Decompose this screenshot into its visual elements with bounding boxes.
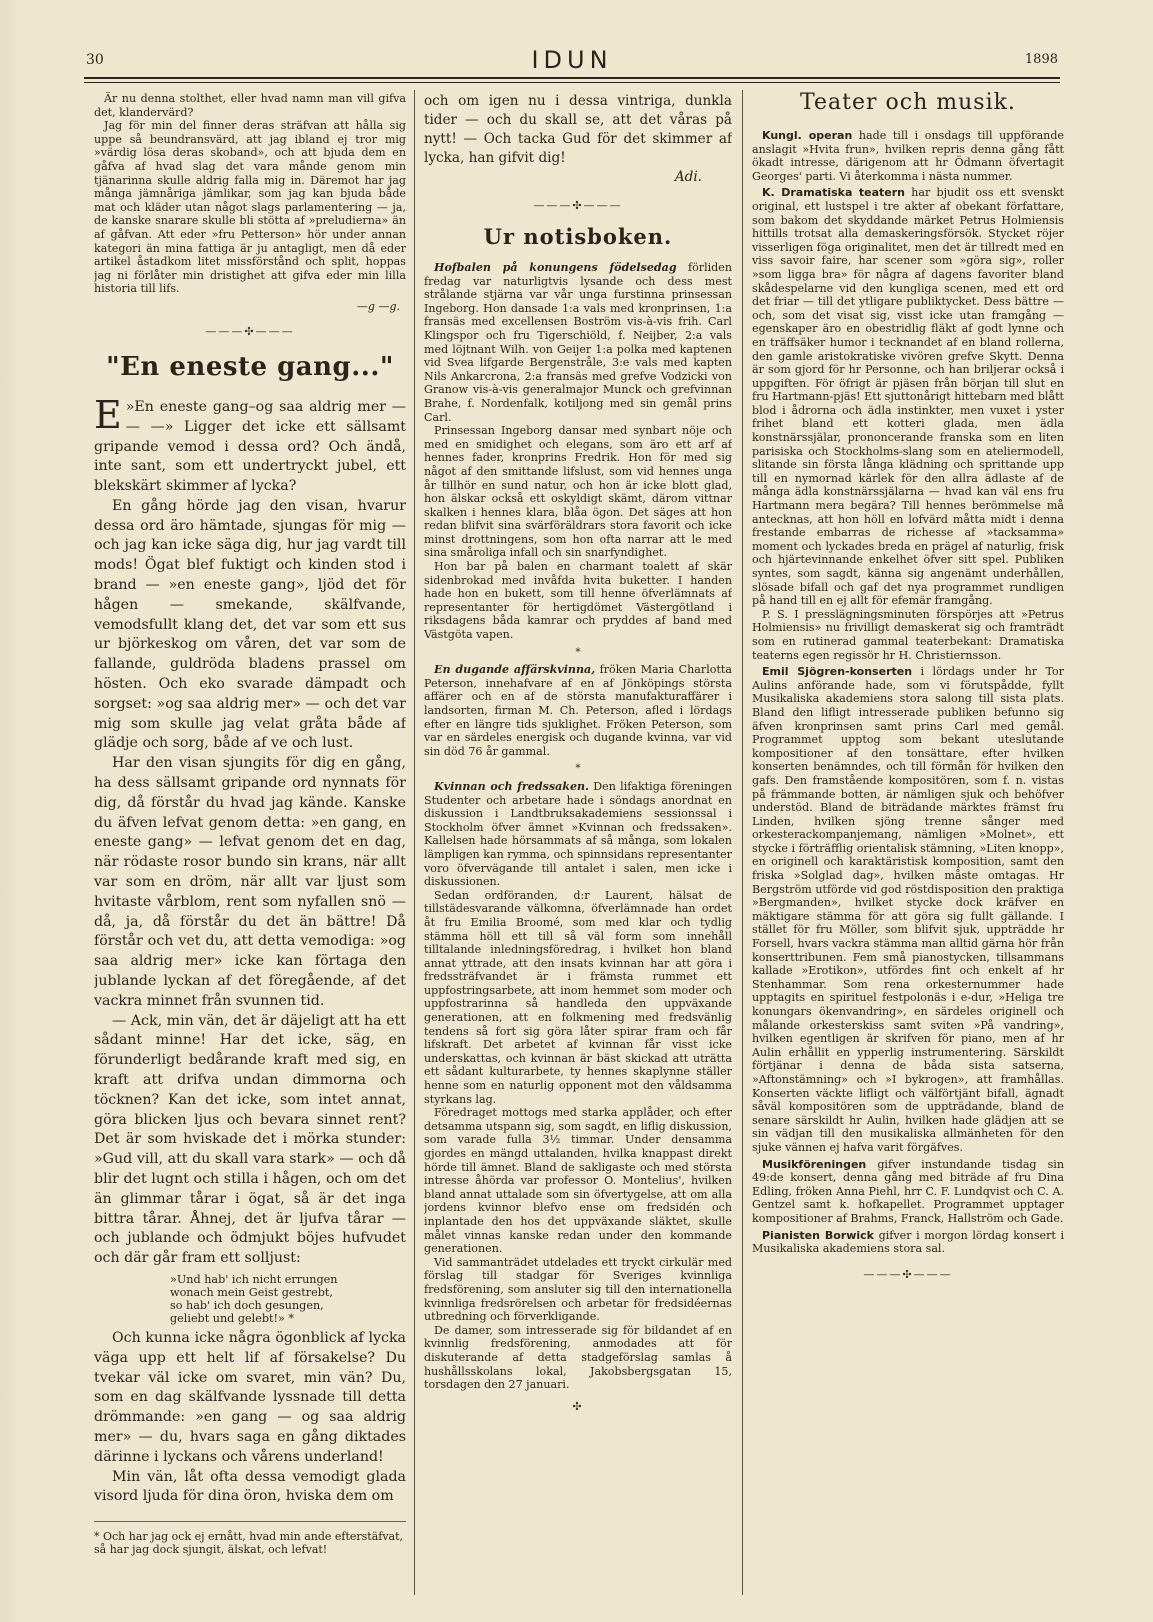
item-text: P. S. I presslägningsminuten förspörjes att »Petrus Holmiensis» nu frivilligt demaskerat sig och framträdt som en rutinerad gammal teaterbekant: Dramatiska teaterns egen regissör hr H. Christiernsson. [752,607,1064,662]
article-para-4: — Ack, min vän, det är däjeligt att ha ett sådant minne! Har det icke, säg, en förunderligt bedårande kraft med sig, en kraft att drifva undan dimmorna och töcknen? Kan det icke, som intet annat, göra blicken ljus och bevara sinnet rent? Det är som hviskade det i mörka stunder: »Gud vill, att du skall vara stark» — och då blir det lugnt och stilla i hågen, och om det än glimmar tårar i ögat, så är det inga bittra tårar. Åhnej, det är ljufva tårar — och jublande och ödmjukt böjes hufvudet och där går fram ett solljust: [94,1012,406,1267]
item-heading: K. Dramatiska teatern [762,186,906,200]
poem-line: »Und hab' ich nicht errungen [170,1272,338,1286]
item-text: i lördags under hr Tor Aulins anförande hade, som vi förutspådde, fyllt Musikaliska akademiens stora salong till sista plats. Bland den lifligt intresserade publiken befunno sig äfven kronprinsen samt prins Carl med gemål. Programmet upptog som bekant uteslutande kompositioner af den tonsättare, efter hvilken konserten benämndes, och till förmån för hvilken den gafs. Den framstående kompositören, som f. n. vistas på främmande botten, är nämligen sjuk och behöfver understöd. Bland de biträdande märktes främst fru Linden, hvilken sjöng trenne sånger med orkesterackompanjemang, nämligen »Molnet», ett stycke i förträfflig orientalisk stämning, »Liten knopp», en originell och karaktäristisk komposition, samt den friska »Solglad dag», hvilken måste omtagas. Hr Bergström utförde vid god röstdisposition den praktiga »Bergmanden», hvilket stycke dock kräfver en mäktigare stämma för att göra sig fullt gällande. I stället för fru Möller, som blifvit sjuk, uppträdde hr Forsell, hvars vackra stämma man alltid gärna hör från konserttribunen. Fem små pianostycken, tillsammans kallade »Erotikon», utfördes fint och enkelt af hr Stenhammar. Som rena orkesternummer hade upptagits en spirituel festpolonäs i e-dur, »Heliga tre konungars ökenvandring», en särdeles originell och målande orkesterskiss samt sviten »På vandring», hvilken egentligen är skrifven för piano, men af hr Aulin erhållit en ypperlig instrumentering. Särskildt förtjänar i denna de båda sista satserna, »Aftonstämning» och »I bykrogen», att framhållas. Konserten väckte lifligt och välförtjänt bifall, ägnadt såväl kompositören som de uppträdande, bland de senare särskildt hr Aulin, hvilken hade glädjen att se sin vädjan till den musikaliska allmänheten för den sjuke vännen ej hafva varit förgäfves. [752,665,1064,1154]
article-para-3: Har den visan sjungits för dig en gång, ha dess sällsamt gripande ord nynnats för dig, då förstår du hvad jag kände. Kanske du äfven lefvat genom detta: »en gang, en eneste gang» — lefvat genom det en dag, när rödaste rosor bundo sin krans, när allt var som en dröm, när allt var ljust som hvitaste vårblom, rent som nyfallen snö — då, ja, då förstår du det än bättre! Då förstår och vet du, att detta vemodiga: »og saa aldrig mer» icke kan förtaga den jublande lyckan af det föregående, af det vackra minnet från svunnen tid. [94,755,406,1009]
letter-continuation [94,92,406,296]
section-title: Ur notisboken. [483,224,673,249]
article-continuation [424,92,732,187]
note-text: Hon bar på balen en charmant toalett af skär sidenbrokad med invåfda hvita buketter. I handen hade hon en bukett, som till henne öfverlämnats af representanter för hertigdömet Västergötland i riksdagens båda kamrar och pryddes af band med Västgöta vapen. [424,560,732,642]
column-middle [424,92,732,1592]
column-divider-2 [742,90,743,1595]
note-text: Vid sammanträdet utdelades ett tryckt cirkulär med förslag till stadgar för Sveriges kvinnliga fredsförening, som ansluter sig till den internationella kvinnliga fredsrörelsen och arbetar för fredsidéernas utbredning och förverkligande. [424,1255,732,1324]
note-text: fröken Maria Charlotta Peterson, innehafvare af en af Jönköpings största affärer och en af de största manufakturaffärer i landsorten, firman M. Ch. Peterson, afled i lördags efter en längre tids sjuklighet. Fröken Peterson, som var en särdeles energisk och dugande kvinna, var vid sin död 76 år gammal. [424,663,732,758]
section-title: Teater och musik. [800,92,1016,115]
footnote: * Och har jag ock ej ernått, hvad min ande efterstäfvat, så har jag dock sjungit, älskat, och lefvat! [94,1521,406,1556]
item-text: har bjudit oss ett svenskt original, ett lustspel i tre akter af obekant författare, som bakom det skyddande märket Petrus Holmiensis hittills trotsat alla demaskeringsförsök. Stycket röjer visserligen föga originalitet, men det är tillredt med en viss savoir faire, har scener som »göra sig», roller »som ligga bra» för några af dagens favoriter bland skådespelarne vid den kungliga scenen, med ett ord det friar — till det ytligare publiktycket. Dess bättre — och, som det visat sig, visst icke utan framgång — egenskaper äro en obestridlig fläkt af godt lynne och en träffsäker humor i tecknandet af en bland rollerna, den gamle aristokratiske vivören grefve Skytt. Denna är som gjord för hr Personne, och han briljerar också i uppgiften. För öfrigt är pjäsen från början till slut en fru Hartmann-pjäs! Ett sjuttonårigt hittebarn med blått blod i ådrorna och ädla instinkter, men vuxet i yster frihet bland ett kotteri glada, men ädla konstnärssjälar, prononcerande franska som en liten parisiska och Stockholms-slang som en ateliermodell, slitande sin första långa klädning och sprittande upp till en nymornad kärlek för den allra ädlaste af de många ädla konstnärssjälarna — hvad kan väl ens fru Hartmann mera begära? Till hennes berömmelse må antecknas, att hon höll en lofvärd måtta midt i denna frestande embarras de richesse af »tacksamma» moment och lyckades breda en prägel af naturlig, frisk och hjärtevinnande enkelhet öfver sitt spel. Publiken syntes, som sagdt, känna sig angenämt underhållen, slösade bifall och gaf det nya programmet rundligen på hand till en ej allt för efemär framgång. [752,186,1064,608]
note-text: De damer, som intresserade sig för bildandet af en kvinnlig fredsförening, anmodades att för diskuterande af detta stadgeförslag samlas å hushållsskolans lokal, Jakobsbergsgatan 15, torsdagen den 27 januari. [424,1323,732,1392]
poem-line: geliebt und gelebt!» * [170,1311,295,1325]
article-body [94,392,406,1507]
scan-edge-left [0,0,24,1622]
article-para-1: »En eneste gang–og saa aldrig mer — — —» Ligger det icke ett sällsamt gripande vemod i dessa ord? Och ändå, inte sant, som ett undertryckt jubel, ett blekskärt skimmer af lycka? [94,398,406,495]
item-heading: Kungl. operan [762,129,853,142]
letter-intro: Är nu denna stolthet, eller hvad namn man vill gifva det, klandervärd? [94,92,406,119]
note-heading: Kvinnan och fredssaken. [434,779,589,793]
item-heading: Emil Sjögren-konserten [762,665,913,679]
letter-signature: —g —g. [356,299,400,313]
page-number: 30 [86,52,104,68]
column-divider-1 [414,90,415,1595]
note-text: Föredraget mottogs med starka applåder, och efter detsamma utspann sig, som sagdt, en liflig diskussion, som varade fulla 3½ timmar. Under densamma gjordes en mängd uttalanden, hvilka knappast direkt hörde till ämnet. Bland de sakligaste och med största intresse åhörda var professor O. Montelius', hvilken bland annat uttalade som sin öfvertygelse, att om alla jordens kvinnor blefvo ense om fredsidén och inplantade den hos det uppväxande släktet, skulle målet vinnas kanske redan under den kommande generationen. [424,1106,732,1256]
header-rule-thick [84,77,1060,79]
continuation-signature: Adi. [674,169,702,185]
item-text: gifver instundande tisdag sin 49:de konsert, denna gång med biträde af fru Dina Edling, fröken Anna Piehl, hrr C. F. Lundqvist och C. A. Gentzel samt k. hofkapellet. Programmet upptager kompositioner af Brahms, Franck, Hallström och Gade. [752,1157,1064,1225]
ornament-divider: ———✣——— [533,199,623,212]
ornament-divider: ———✣——— [205,324,295,338]
item-text: hade till i onsdags till uppförande anslagit »Hvita frun», hvilken repris denna gång fått ökadt intresse, därigenom att hr Ödmann öfvertagit Georges' parti. Vi återkomma i nästa nummer. [752,129,1064,183]
end-ornament: ✣ [572,1399,584,1413]
column-left [94,92,406,1592]
article-title: "En eneste gang..." [106,351,394,382]
article-para-5: Och kunna icke några ögonblick af lycka väga upp ett helt lif af försakelse? Du tvekar väl icke om svaret, min vän? Du, som en dag skälfvande lyssnade till detta drömmande: »en gang — og saa aldrig mer» — du, hvars saga en gång diktades därinne i lyckans och vårens underland! [94,1329,406,1465]
star-separator: * [575,763,581,775]
drop-cap: E [94,392,122,437]
letter-body: Jag för min del finner deras sträfvan att hålla sig uppe så beundransvärd, att jag ibland ej tror mig »värdig lösa deras skoband», och att bjuda dem en gåfva af hvad slag det vara månde genom min tjänarinna skulle aldrig falla mig in. Däremot har jag många jämnåriga jämlikar, som jag kan bjuda både mat och kläder utan något slags parlamentering — ja, de kanske snarare skulle bli stötta af »preludierna» än af gåfvan. Att eder »fru Petterson» hör under annan kategori än mina fattiga är ju antagligt, men då eder artikel åstadkom litet missförstånd och split, hoppas jag ni förlåter min dristighet att gifva eder min lilla historia till lifs. [94,119,406,296]
year: 1898 [1024,52,1058,67]
column-right [752,92,1064,1592]
masthead: IDUN [531,46,613,74]
header-rule-thin [84,82,1060,83]
item-heading: Pianisten Borwick [762,1228,875,1242]
article-para-2: En gång hörde jag den visan, hvarur dessa ord äro hämtade, sjungas för mig — och jag kan icke säga dig, hur jag vardt till mods! Ögat blef fuktigt och kinden stod i brand — »en eneste gang», ljöd det för hågen — smekande, skälfvande, vemodsfullt klang det, det var som ett sus ur björkeskog om våren, det var som de fallande, guldröda bladens prassel om hösten. Och eko svarade dämpadt och sorgset: »og saa aldrig mer» — och det var mig som skulle jag velat gråta både af glädje och sorg, både af ve och lust. [94,497,406,752]
note-text: Den lifaktiga föreningen Studenter och arbetare hade i söndags anordnat en diskussion i Landtbruksakademiens sessionssal i Stockholm öfver ämnet »Kvinnan och fredssaken». Kallelsen hade hörsammats af så många, som lokalen lämpligen kan rymma, och spinnsidans representanter voro öfvervägande till antalet i salen, men icke i diskussionen. [424,779,732,889]
page-header [82,46,1062,76]
continuation-text: och om igen nu i dessa vintriga, dunkla tider — och du skall se, att det våras på nytt! — Och tacka Gud för det skimmer af lycka, han gifvit dig! [424,93,732,166]
notes-body [424,261,732,1392]
poem-line: so hab' ich doch gesungen, [170,1298,324,1312]
theatre-body [752,129,1064,1256]
note-text: förliden fredag var naturligtvis lysande och dess mest strålande stjärna var vår unga furstinna prinsessan Ingeborg. Hon dansade 1:a vals med kronprinsen, 1:a fransäs med excellensen Boström vis-à-vis frih. Carl Klingspor och fru Tigerschiöld, f. Neijber, 2:a vals med löjtnant Wilh. von Geijer 1:a polka med kaptenen vid Svea lifgarde Bergenstråle, 3:e vals med kapten Nils Ankarcrona, 2:a fransäs med grefve Vodzicki von Granow vis-à-vis generalmajor Munck och grefvinnan Brahe, f. Nordenfalk, kotiljong med sin gemål prins Carl. [424,261,732,424]
star-separator: * [575,646,581,658]
note-text: Sedan ordföranden, d:r Laurent, hälsat de tillstädesvarande välkomna, öfverlämnade han ordet åt fru Emilia Broomé, som med klar och tydlig stämma höll ett till så väl form som innehåll tilltalande inledningsföredrag, i hvilket hon bland annat yttrade, att den insats kvinnan har att göra i fredssträfvandet är i främsta rummet ett uppfostringsarbete, att inom hemmet som moder och uppfostrarinna så handleda den uppväxande generationen, att en folkmening med fredsvänlig tendens så fort sig göra låter spirar fram och får lifskraft. Det arbetet af kvinnan får visst icke underskattas, och kvinnan är bäst skickad att uträtta ett sådant kulturarbete, ty hennes skaplynne ställer henne som en naturlig opponent mot den våldsamma styrkans lag. [424,888,732,1106]
item-heading: Musikföreningen [762,1157,867,1171]
quoted-poem [170,1273,406,1325]
end-ornament: ———✣——— [863,1267,953,1281]
poem-line: wonach mein Geist gestrebt, [170,1285,333,1299]
article-para-6: Min vän, låt ofta dessa vemodigt glada visord ljuda för dina öron, hviska dem om [94,1468,406,1505]
item-text: gifver i morgon lördag konsert i Musikaliska akademiens stora sal. [752,1228,1064,1256]
note-heading: Hofbalen på konungens födelsedag [434,261,677,274]
note-heading: En dugande affärskvinna, [434,663,596,677]
note-text: Prinsessan Ingeborg dansar med synbart nöje och med en smidighet och elegans, som äro ett arf af hennes fader, kronprins Fredrik. Hon för med sig något af den smittande lifslust, som vid hennes unga år tillhör en sund natur, och hon är icke blott glad, hon älskar också ett oskyldigt skämt, därom vittnar skalken i hennes klara, blåa ögon. Det säges att hon redan blifvit sina svärföräldrars stora favorit och icke minst drottningens, som hon ofta narrar att le med sina småroliga infall och sin snarfyndighet. [424,424,732,560]
